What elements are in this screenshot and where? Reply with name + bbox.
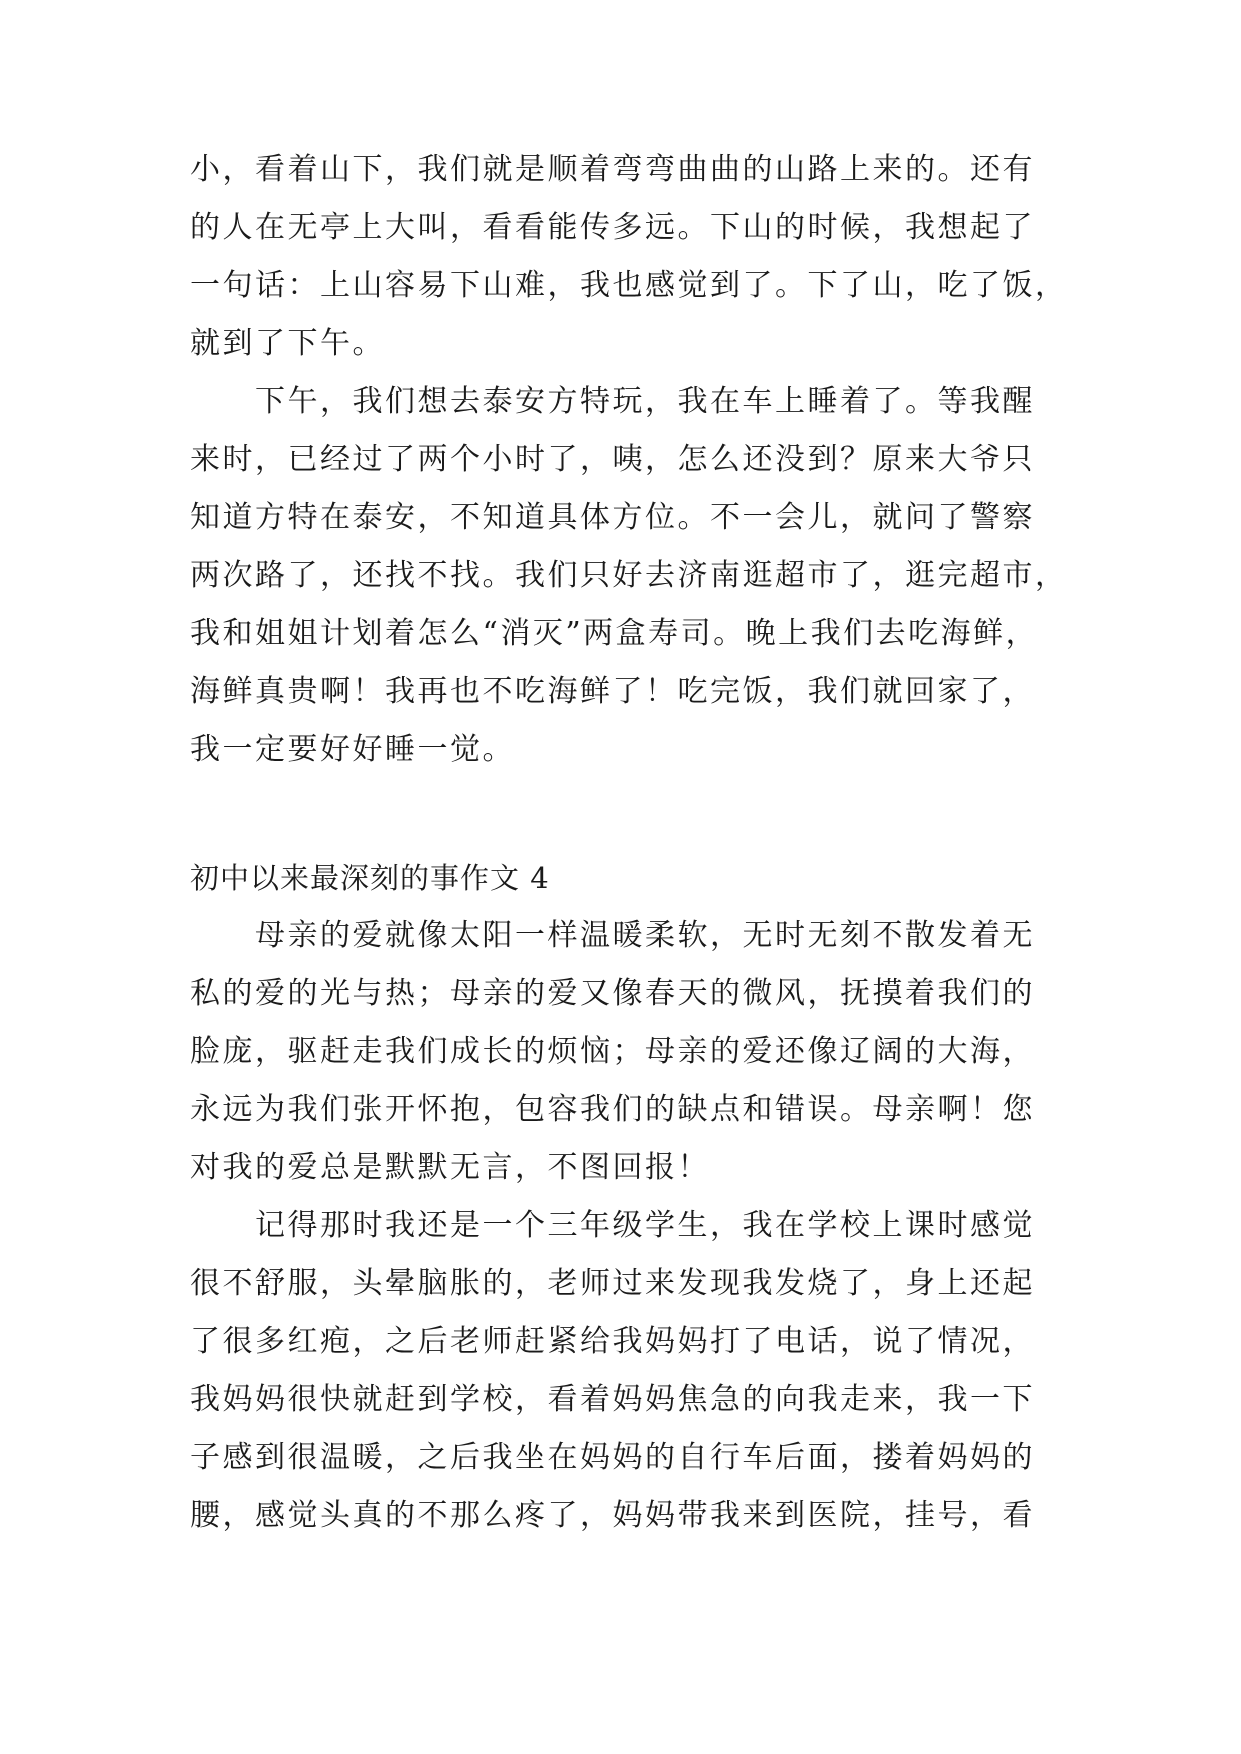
paragraph-line: 了很多红疱，之后老师赶紧给我妈妈打了电话，说了情况， — [190, 1324, 1035, 1359]
paragraph-line: 一句话：上山容易下山难，我也感觉到了。下了山，吃了饭， — [190, 268, 1068, 303]
paragraph-line: 我和姐姐计划着怎么“消灭”两盒寿司。晚上我们去吃海鲜， — [190, 616, 1039, 651]
paragraph-line: 小，看着山下，我们就是顺着弯弯曲曲的山路上来的。还有 — [190, 152, 1035, 187]
paragraph-line: 母亲的爱就像太阳一样温暖柔软，无时无刻不散发着无 — [255, 918, 1035, 953]
paragraph-line: 两次路了，还找不找。我们只好去济南逛超市了，逛完超市， — [190, 558, 1068, 593]
paragraph-line: 海鲜真贵啊！我再也不吃海鲜了！吃完饭，我们就回家了， — [190, 674, 1035, 709]
paragraph-line: 就到了下午。 — [190, 326, 385, 361]
paragraph-line: 记得那时我还是一个三年级学生，我在学校上课时感觉 — [255, 1208, 1035, 1243]
paragraph-line: 我妈妈很快就赶到学校，看着妈妈焦急的向我走来，我一下 — [190, 1382, 1035, 1417]
paragraph-line: 很不舒服，头晕脑胀的，老师过来发现我发烧了，身上还起 — [190, 1266, 1035, 1301]
paragraph-line: 我一定要好好睡一觉。 — [190, 732, 515, 767]
section-heading: 初中以来最深刻的事作文 4 — [190, 861, 550, 895]
paragraph-line: 私的爱的光与热；母亲的爱又像春天的微风，抚摸着我们的 — [190, 976, 1035, 1011]
paragraph-line: 腰，感觉头真的不那么疼了，妈妈带我来到医院，挂号，看 — [190, 1498, 1035, 1533]
paragraph-line: 对我的爱总是默默无言，不图回报！ — [190, 1150, 710, 1185]
paragraph-line: 脸庞，驱赶走我们成长的烦恼；母亲的爱还像辽阔的大海， — [190, 1034, 1035, 1069]
paragraph-line: 来时，已经过了两个小时了，咦，怎么还没到？原来大爷只 — [190, 442, 1035, 477]
paragraph-line: 知道方特在泰安，不知道具体方位。不一会儿，就问了警察 — [190, 500, 1035, 535]
paragraph-line: 子感到很温暖，之后我坐在妈妈的自行车后面，搂着妈妈的 — [190, 1440, 1035, 1475]
paragraph-line: 永远为我们张开怀抱，包容我们的缺点和错误。母亲啊！您 — [190, 1092, 1035, 1127]
paragraph-line: 的人在无亭上大叫，看看能传多远。下山的时候，我想起了 — [190, 210, 1035, 245]
paragraph-line: 下午，我们想去泰安方特玩，我在车上睡着了。等我醒 — [255, 384, 1035, 419]
